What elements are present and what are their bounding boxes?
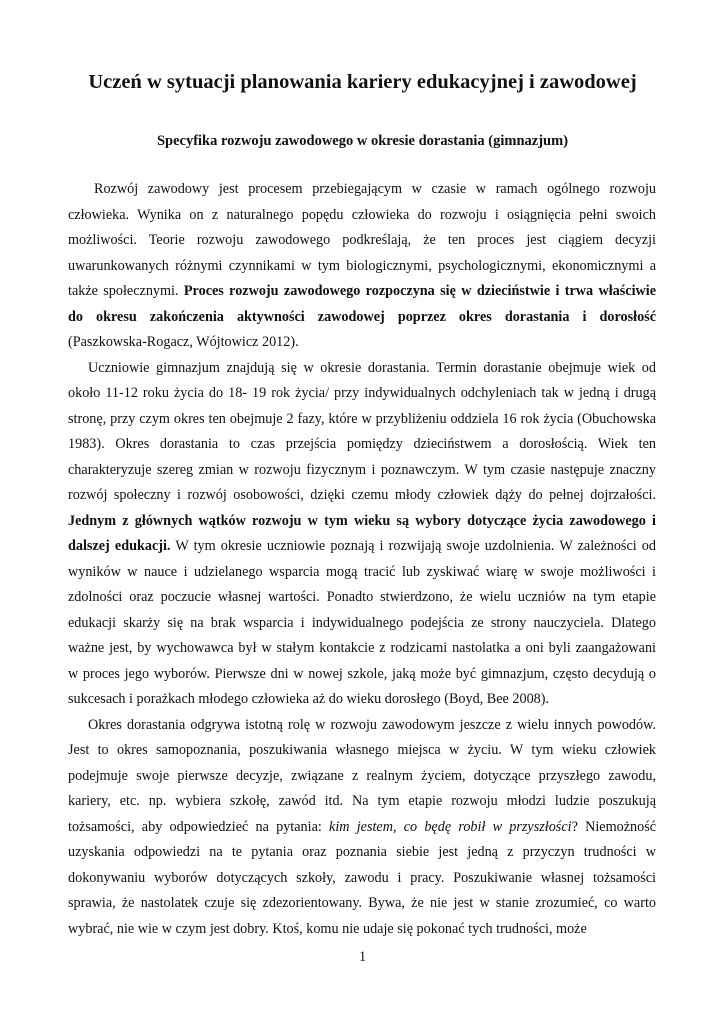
text-line xyxy=(68,330,656,356)
text-run: charakteryzuje szereg zmian w rozwoju fizycznym i poznawczym. W tym czasie następuje znaczny xyxy=(68,461,656,478)
text-line xyxy=(68,611,656,637)
text-line xyxy=(68,840,656,866)
page-number: 1 xyxy=(358,949,367,965)
text-run: W tym okresie uczniowie poznają i rozwijają swoje uzdolnienia. W zależności od xyxy=(170,538,656,554)
text-run: edukacji skarży się na brak wsparcia i indywidualnego podejścia ze strony nauczyciela. Dlatego xyxy=(68,614,656,631)
text-line xyxy=(68,917,656,943)
text-run: sprawia, że nastolatek czuje się zdezorientowany. Bywa, że nie jest w stanie zrozumieć, co warto xyxy=(68,895,656,911)
text-run: Rozwój zawodowy jest procesem przebiegającym w czasie w ramach ogólnego rozwoju xyxy=(94,181,656,197)
text-run: wyników w nauce i udzielanego wsparcia mogą tracić lub zyskiwać wiarę w swoje możliwości i xyxy=(68,563,656,580)
text-line xyxy=(68,483,656,509)
text-run: zdolności oraz poczucie własnej wartości. Ponadto stwierdzono, że wielu uczniów na tym etapie xyxy=(68,589,656,605)
text-run: dokonywaniu wyborów dotyczących szkoły, zawodu i pracy. Poszukiwanie własnej tożsamości xyxy=(68,869,656,886)
text-line xyxy=(68,407,656,433)
paragraph xyxy=(68,356,656,713)
text-run: około 11-12 roku życia do 18- 19 rok życia/ przy indywidualnych odchyleniach tak w jedną i drugą xyxy=(68,385,656,401)
text-run: możliwości. Teorie rozwoju zawodowego podkreślają, że ten proces jest ciągiem decyzji xyxy=(68,232,656,248)
text-line xyxy=(68,305,656,331)
text-run: rozwój społeczny i rozwój osobowości, dzięki czemu młody człowiek dąży do pełnej dojrzałości. xyxy=(68,487,656,503)
text-run: 1983). Okres dorastania to czas przejścia pomiędzy dzieciństwem a dorosłością. Wiek ten xyxy=(68,436,656,452)
italic-text: kim jestem, co będę robił w przyszłości xyxy=(329,818,572,835)
text-line xyxy=(68,636,656,662)
text-line xyxy=(68,815,656,841)
text-line xyxy=(68,203,656,229)
paragraph xyxy=(68,177,656,356)
text-line xyxy=(68,687,656,713)
text-line xyxy=(68,458,656,484)
text-line xyxy=(68,356,656,382)
text-run: Uczniowie gimnazjum znajdują się w okresie dorastania. Termin dorastanie obejmuje wiek od xyxy=(88,359,656,376)
text-line xyxy=(68,432,656,458)
text-line xyxy=(68,534,656,560)
text-line xyxy=(68,891,656,917)
text-line xyxy=(68,509,656,535)
text-line xyxy=(68,662,656,688)
text-run: uwarunkowanych różnymi czynnikami w tym biologicznymi, psychologicznymi, ekonomicznymi a xyxy=(68,257,656,274)
text-line xyxy=(68,381,656,407)
document-title: Uczeń w sytuacji planowania kariery edukacyjnej i zawodowej xyxy=(88,71,637,93)
paragraph xyxy=(68,713,656,943)
text-run: Jest to okres samopoznania, poszukiwania własnego miejsca w życiu. W tym wieku człowiek xyxy=(68,742,656,758)
text-run: w proces jego wyborów. Pierwsze dni w nowej szkole, jaką może być gimnazjum, często decydują o xyxy=(68,665,656,682)
text-line xyxy=(68,866,656,892)
text-line xyxy=(68,713,656,739)
text-line xyxy=(68,279,656,305)
text-run: człowieka. Wynika on z naturalnego popędu człowieka do rozwoju i osiągnięcia pełni swoich xyxy=(68,206,656,223)
text-line xyxy=(68,177,656,203)
text-line xyxy=(68,738,656,764)
text-run: tożsamości, aby odpowiedzieć na pytania: xyxy=(68,818,330,835)
text-line xyxy=(68,560,656,586)
text-run: Okres dorastania odgrywa istotną rolę w rozwoju zawodowym jeszcze z wielu innych powodów. xyxy=(88,716,656,733)
text-line xyxy=(68,228,656,254)
body-text xyxy=(68,177,656,942)
text-run: podejmuje swoje pierwsze decyzje, związane z realnym życiem, dotyczące przyszłego zawodu, xyxy=(68,767,656,784)
text-run: stronę, przy czym okres ten obejmuje 2 fazy, które w przybliżeniu oddziela 16 rok życia (Obuchowska xyxy=(68,410,656,427)
bold-text: Jednym z głównych wątków rozwoju w tym wieku są wybory dotyczące życia zawodowego i xyxy=(68,512,656,529)
text-line xyxy=(68,254,656,280)
text-run: sukcesach i porażkach młodego człowieka aż do wieku dorosłego (Boyd, Bee 2008). xyxy=(68,691,550,707)
bold-text: do okresu zakończenia aktywności zawodowej poprzez okres dorastania i dorosłość xyxy=(68,308,656,325)
text-run: kariery, etc. np. wybiera szkołę, zawód itd. Na tym etapie rozwoju młodzi ludzie poszukują xyxy=(68,793,656,809)
bold-text: Proces rozwoju zawodowego rozpoczyna się w dzieciństwie i trwa właściwie xyxy=(183,283,656,299)
text-run: ważne jest, by wychowawca był w stałym kontakcie z rodzicami nastolatka a oni byli zaangażowani xyxy=(68,640,656,656)
text-run: ? Niemożność xyxy=(571,818,657,835)
bold-text: dalszej edukacji. xyxy=(68,538,171,554)
text-run: uzyskania odpowiedzi na te pytania oraz poznania siebie jest jedną z przyczyn trudności w xyxy=(68,844,656,860)
text-run: wybrać, nie wie w czym jest dobry. Ktoś, komu nie udaje się pokonać tych trudności, może xyxy=(68,920,587,937)
text-run: także społecznymi. xyxy=(68,283,184,299)
text-run: (Paszkowska-Rogacz, Wójtowicz 2012). xyxy=(68,334,299,350)
text-line xyxy=(68,585,656,611)
section-subtitle: Specyfika rozwoju zawodowego w okresie dorastania (gimnazjum) xyxy=(156,133,569,149)
text-line xyxy=(68,789,656,815)
text-line xyxy=(68,764,656,790)
